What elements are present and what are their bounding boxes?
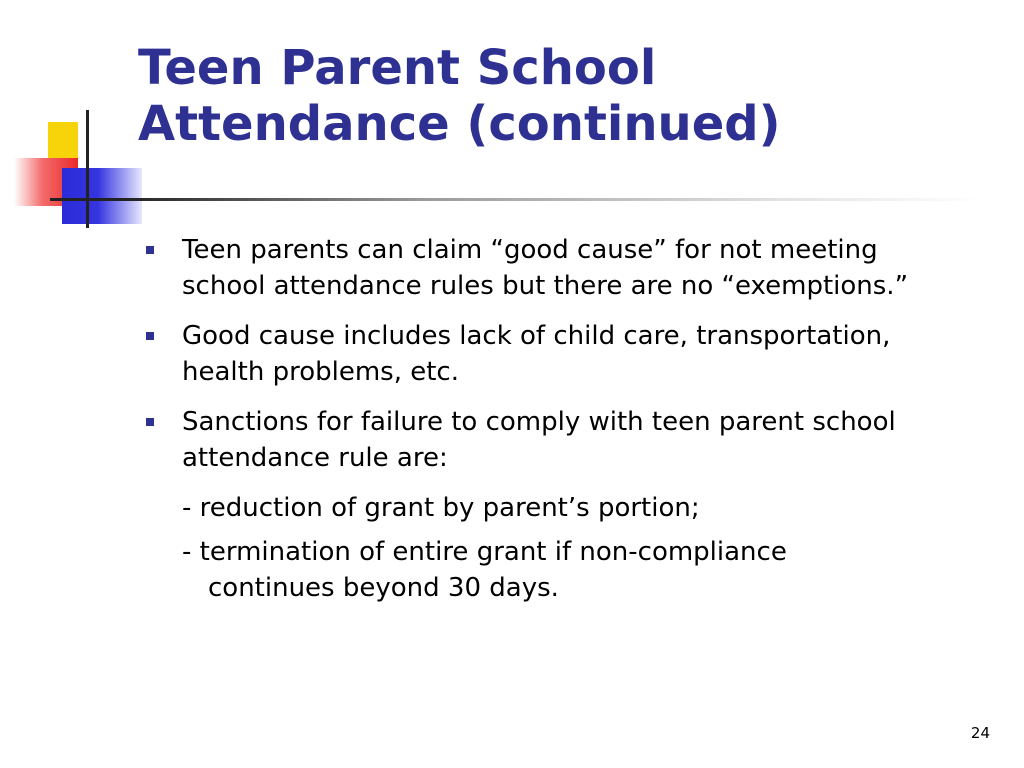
square-bullet-icon (146, 418, 154, 426)
sub-item-text: - reduction of grant by parent’s portion; (182, 493, 700, 523)
title-underline (50, 198, 980, 201)
logo-blue-square (62, 168, 142, 224)
sub-item (142, 534, 922, 606)
slide-title-line-2: Attendance (continued) (138, 96, 781, 152)
bullet-item (142, 318, 922, 390)
square-bullet-icon (146, 332, 154, 340)
slide-title (138, 40, 998, 152)
bullet-text: Sanctions for failure to comply with teen parent school attendance rule are: (182, 407, 896, 473)
page-number: 24 (970, 724, 990, 742)
slide-title-line-1: Teen Parent School (138, 40, 657, 96)
bullet-item (142, 232, 922, 304)
bullet-text: Teen parents can claim “good cause” for not meeting school attendance rules but there are no “exemptions.” (182, 235, 909, 301)
logo-vertical-line (86, 110, 89, 228)
bullet-list (142, 232, 922, 606)
logo-yellow-square (48, 122, 78, 162)
bullet-item (142, 404, 922, 476)
sub-item-text: - termination of entire grant if non-compliance (182, 537, 787, 567)
square-bullet-icon (146, 246, 154, 254)
sub-item-continuation: continues beyond 30 days. (208, 573, 559, 603)
bullet-text: Good cause includes lack of child care, transportation, health problems, etc. (182, 321, 891, 387)
sub-item (142, 490, 922, 526)
